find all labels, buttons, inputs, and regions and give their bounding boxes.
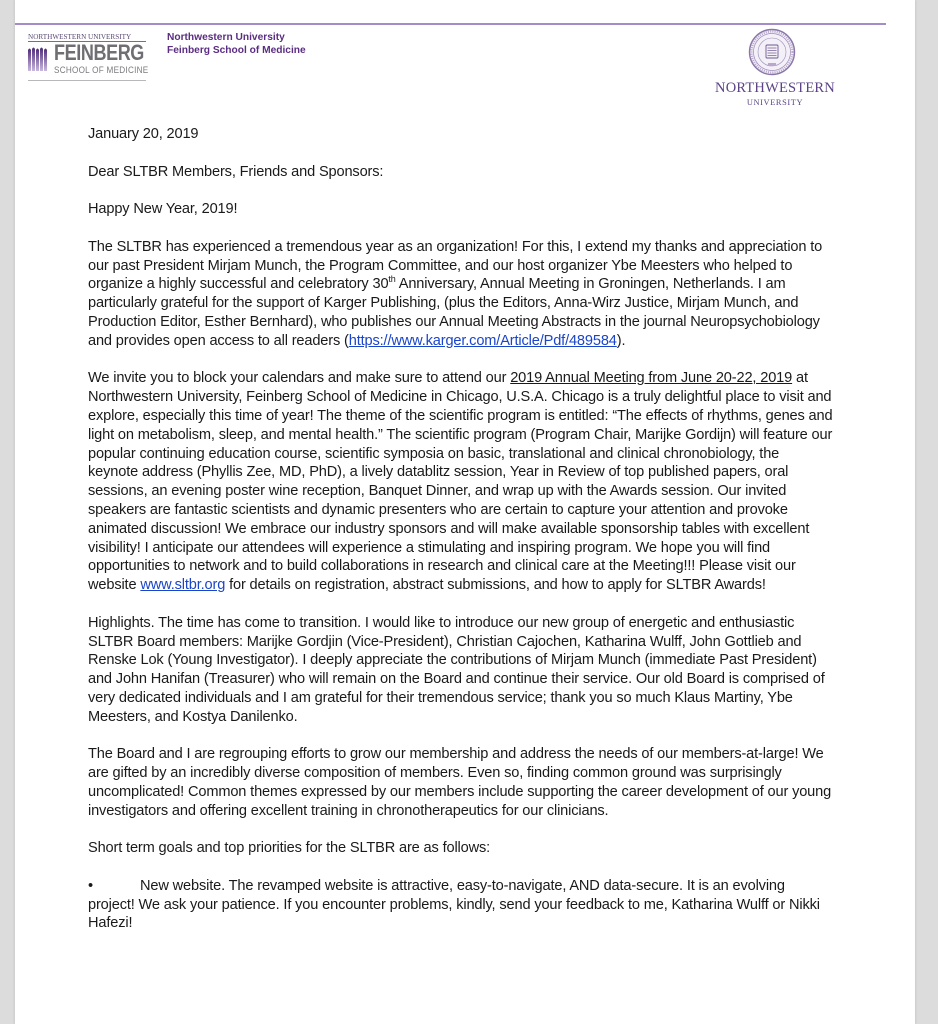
feinberg-pillars-icon <box>28 45 50 71</box>
northwestern-logo <box>700 28 850 108</box>
feinberg-logo <box>27 33 147 81</box>
university-seal-icon <box>748 28 796 76</box>
karger-link[interactable]: https://www.karger.com/Article/Pdf/489584 <box>348 332 617 349</box>
logo-university-text: NORTHWESTERN UNIVERSITY <box>28 33 146 42</box>
letter-body <box>88 125 833 933</box>
paragraph-membership: The Board and I are regrouping efforts to grow our membership and address the needs of our members-at-large! We are gifted by an incredibly diverse composition of members. Even so, finding common ground was surprisingly uncomplicated! Common themes expressed by our members include supporting the career development of our young investigators and offering excellent training in chronotherapeutics for our clinicians. <box>88 746 832 819</box>
institution-line-1: Northwestern University <box>167 32 285 43</box>
paragraph-thanks: The SLTBR has experienced a tremendous year as an organization! For this, I extend my thanks and appreciation to our past President Mirjam Munch, the Program Committee, and our host organizer Ybe Meesters who helped to organize a highly successful and celebratory 30th Anniversary, Annual Meeting in Groningen, Netherlands. I am particularly grateful for the support of Karger Publishing, (plus the Editors, Anna-Wirz Justice, Mirjam Munch, and Production Editor, Esther Bernhard), who publishes our Annual Meeting Abstracts in the journal Neuropsychobiology and provides open access to all readers (https://www.karger.com/Article/Pdf/489584). <box>88 238 823 349</box>
logo-feinberg-text: FEINBERG <box>54 40 144 65</box>
paragraph-annual-meeting: We invite you to block your calendars and make sure to attend our 2019 Annual Meeting from June 20-22, 2019 at Northwestern University, Feinberg School of Medicine in Chicago, U.S.A. Chicago is a truly delightful place to visit and explore, especially this time of year! The theme of the scientific program is entitled: “The effects of rhythms, genes and light on metabolism, sleep, and mental health.” The scientific program (Program Chair, Marijke Gordijn) will feature our popular continuing education course, scientific symposia on basic, translational and clinical chronobiology, the keynote address (Phyllis Zee, MD, PhD), a lively datablitz session, Year in Review of top published papers, oral sessions, an evening poster wine reception, Banquet Dinner, and wrap up with the Awards session. Our invited speakers are fantastic scientists and dynamic presenters who are certain to capture your attention and provoke animated discussion! We embrace our industry sponsors and will make available sponsorship tables with excellent visibility! I anticipate our attendees will experience a stimulating and inspiring program. We hope you will find opportunities to network and to build collaborations in research and clinical care at the Meeting!!! Please visit our website www.sltbr.org for details on registration, abstract submissions, and how to apply for SLTBR Awards! <box>88 370 833 594</box>
university-wordmark: UNIVERSITY <box>746 98 804 107</box>
paragraph-highlights: Highlights. The time has come to transition. I would like to introduce our new group of energetic and enthusiastic SLTBR Board members: Marijke Gordjin (Vice-President), Christian Cajochen, Katharina Wulff, John Gottlieb and Renske Lok (Young Investigator). I deeply appreciate the contributions of Mirjam Munch (immediate Past President) and John Hanifan (Treasurer) who will remain on the Board and continue their service. Our old Board is comprised of very dedicated individuals and I am grateful for their tremendous service; thank you so much Klaus Martiny, Ybe Meesters, and Kostya Danilenko. <box>88 614 825 725</box>
bullet-icon: • <box>88 877 93 894</box>
salutation: Dear SLTBR Members, Friends and Sponsors: <box>88 163 384 180</box>
greeting: Happy New Year, 2019! <box>88 201 238 218</box>
letterhead-rule <box>15 23 886 25</box>
logo-school-text: SCHOOL OF MEDICINE <box>54 65 149 76</box>
northwestern-wordmark: NORTHWESTERN <box>715 80 835 96</box>
paragraph-goals-intro: Short term goals and top priorities for the SLTBR are as follows: <box>88 840 491 857</box>
institution-name <box>167 31 306 57</box>
bullet-item: • New website. The revamped website is attractive, easy-to-navigate, AND data-secure. It is an evolving project! We ask your patience. If you encounter problems, kindly, send your feedback to me, Katharina Wulff or Nikki Hafezi! <box>88 877 820 932</box>
meeting-dates: 2019 Annual Meeting from June 20-22, 2019 <box>510 370 793 387</box>
institution-line-2: Feinberg School of Medicine <box>167 45 306 56</box>
letter-date: January 20, 2019 <box>88 126 199 142</box>
sltbr-website-link[interactable]: www.sltbr.org <box>140 577 226 594</box>
logo-underline <box>28 80 146 81</box>
